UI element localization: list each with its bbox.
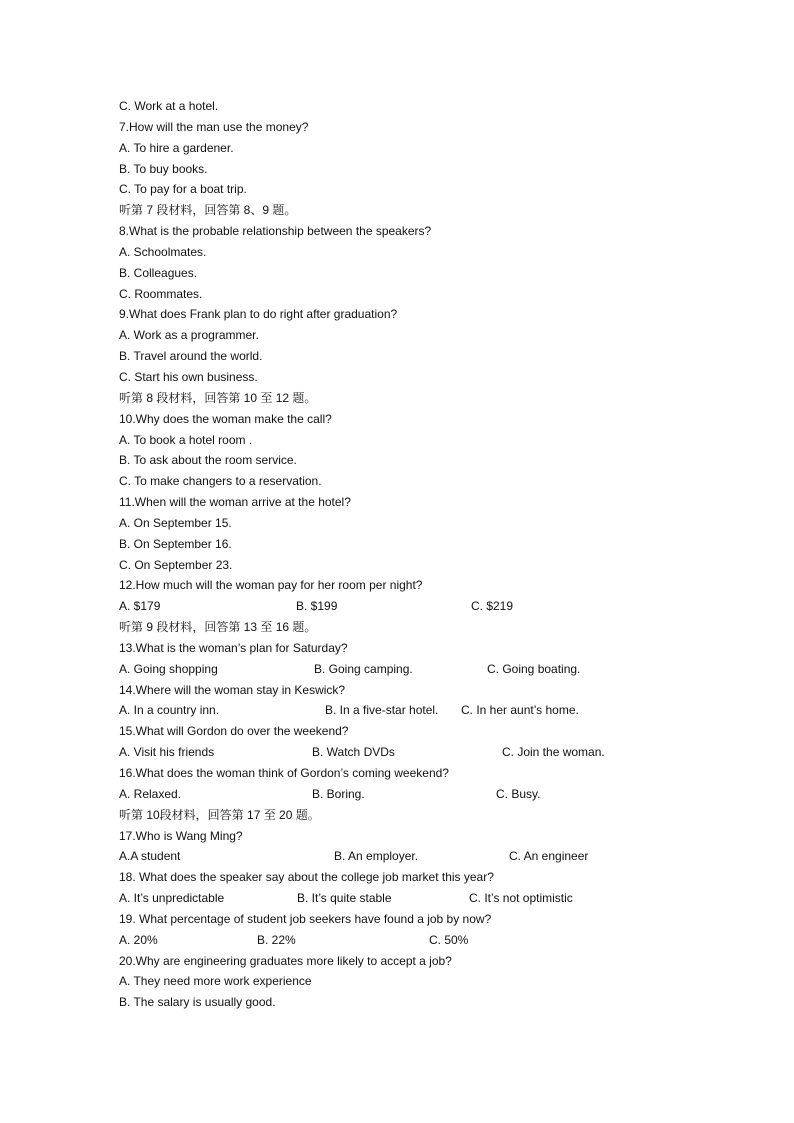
option-c: C. To pay for a boat trip. xyxy=(119,182,247,197)
option-b: B. Boring. xyxy=(312,786,365,801)
option-b: B. The salary is usually good. xyxy=(119,995,276,1010)
option-b: B. To buy books. xyxy=(119,161,208,176)
option-a: A. $179 xyxy=(119,599,161,614)
question-list xyxy=(119,96,639,1013)
option-a: A. 20% xyxy=(119,932,158,947)
options-row-19 xyxy=(119,930,639,951)
option-b: B. 22% xyxy=(257,932,296,947)
option-c: C. $219 xyxy=(471,599,514,614)
options-row-18 xyxy=(119,888,639,909)
option-a: A. In a country inn. xyxy=(119,703,220,718)
option-b: B. To ask about the room service. xyxy=(119,453,297,468)
options-row-14 xyxy=(119,700,639,721)
question-11: 11.When will the woman arrive at the hotel? xyxy=(119,495,351,510)
option-a: A. They need more work experience xyxy=(119,974,312,989)
option-c: C. Roommates. xyxy=(119,286,203,301)
option-a: A. It’s unpredictable xyxy=(119,891,225,906)
option-a: A. Going shopping xyxy=(119,661,218,676)
question-17: 17.Who is Wang Ming? xyxy=(119,828,243,843)
question-9: 9.What does Frank plan to do right after graduation? xyxy=(119,307,398,322)
option-c: C. Start his own business. xyxy=(119,369,258,384)
options-row-12 xyxy=(119,596,639,617)
option-b: B. Watch DVDs xyxy=(312,745,395,760)
question-12: 12.How much will the woman pay for her room per night? xyxy=(119,578,423,593)
question-19: 19. What percentage of student job seekers have found a job by now? xyxy=(119,911,492,926)
option-c: C. To make changers to a reservation. xyxy=(119,474,322,489)
option-b: B. Travel around the world. xyxy=(119,349,263,364)
option-c: C. Work at a hotel. xyxy=(119,99,219,113)
option-c: C. In her aunt’s home. xyxy=(461,703,579,718)
option-a: A. Visit his friends xyxy=(119,745,215,760)
option-b: B. On September 16. xyxy=(119,536,232,551)
option-a: A. To book a hotel room . xyxy=(119,432,253,447)
question-8: 8.What is the probable relationship between the speakers? xyxy=(119,224,432,239)
section-heading-8: 听第 8 段材料，回答第 10 至 12 题。 xyxy=(119,390,317,405)
option-c: C. Busy. xyxy=(496,786,541,801)
option-b: B. $199 xyxy=(296,599,338,614)
option-b: B. Colleagues. xyxy=(119,265,198,280)
question-15: 15.What will Gordon do over the weekend? xyxy=(119,724,349,739)
options-row-16 xyxy=(119,784,639,805)
option-c: C. It’s not optimistic xyxy=(469,891,573,906)
option-c: C. 50% xyxy=(429,932,469,947)
question-13: 13.What is the woman’s plan for Saturday? xyxy=(119,640,348,655)
section-heading-9: 听第 9 段材料，回答第 13 至 16 题。 xyxy=(119,620,317,635)
options-row-15 xyxy=(119,742,639,763)
option-a: A. On September 15. xyxy=(119,515,232,530)
option-c: C. Going boating. xyxy=(487,661,581,676)
section-heading-10: 听第 10段材料，回答第 17 至 20 题。 xyxy=(119,807,320,822)
section-heading-7: 听第 7 段材料，回答第 8、9 题。 xyxy=(119,203,297,218)
option-a: A. To hire a gardener. xyxy=(119,140,234,155)
options-row-13 xyxy=(119,659,639,680)
question-16: 16.What does the woman think of Gordon’s coming weekend? xyxy=(119,766,449,780)
options-row-17 xyxy=(119,846,639,867)
option-a: A. Schoolmates. xyxy=(119,244,207,259)
question-20: 20.Why are engineering graduates more likely to accept a job? xyxy=(119,953,452,968)
option-a: A. Relaxed. xyxy=(119,786,182,801)
option-a: A.A student xyxy=(119,849,181,864)
option-b: B. Going camping. xyxy=(314,661,413,676)
option-c: C. An engineer xyxy=(509,849,589,864)
question-10: 10.Why does the woman make the call? xyxy=(119,411,332,426)
option-b: B. In a five-star hotel. xyxy=(325,703,439,718)
option-c: C. Join the woman. xyxy=(502,745,605,760)
option-b: B. It’s quite stable xyxy=(297,891,392,906)
option-c: C. On September 23. xyxy=(119,557,233,572)
question-14: 14.Where will the woman stay in Keswick? xyxy=(119,682,346,697)
option-b: B. An employer. xyxy=(334,849,419,864)
option-a: A. Work as a programmer. xyxy=(119,328,259,343)
question-7: 7.How will the man use the money? xyxy=(119,119,309,134)
question-18: 18. What does the speaker say about the college job market this year? xyxy=(119,870,494,885)
